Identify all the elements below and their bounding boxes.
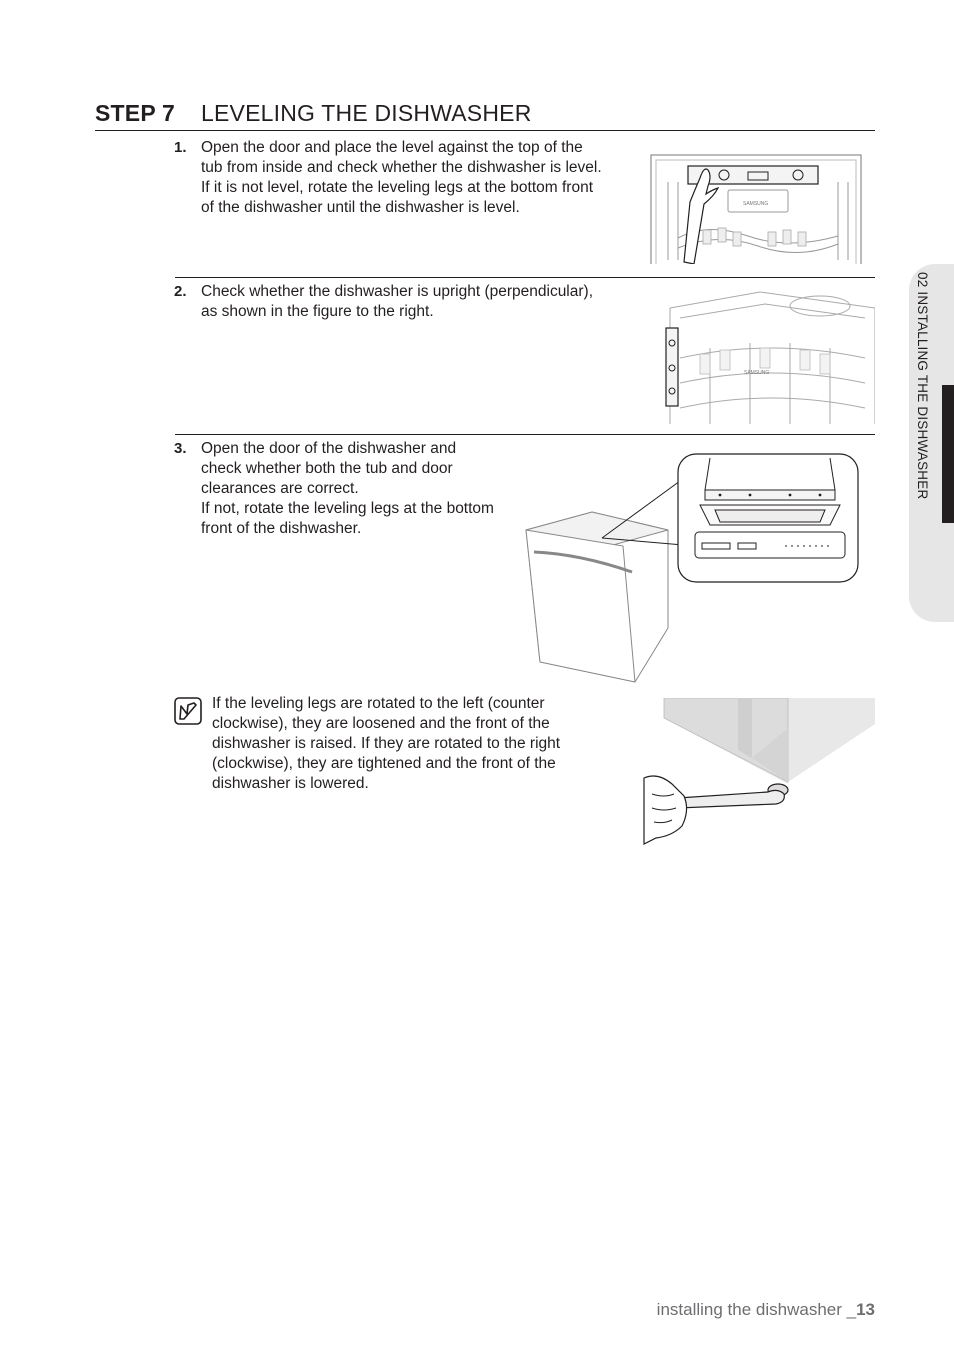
step-1-line: Open the door and place the level against the top of the [201, 139, 583, 156]
wrench-adjust-illustration [638, 698, 875, 848]
step-1-text [201, 138, 631, 218]
step-3-line: check whether both the tub and door [201, 460, 453, 477]
footer-text: installing the dishwasher _ [656, 1300, 857, 1319]
note-line: dishwasher is raised. If they are rotated to the right [212, 735, 561, 752]
chapter-tab-marker [942, 385, 954, 523]
section-title: LEVELING THE DISHWASHER [201, 100, 532, 126]
upright-check-illustration [660, 288, 875, 426]
level-check-illustration [648, 152, 864, 264]
step-3-line: If not, rotate the leveling legs at the bottom [201, 500, 494, 517]
step-1-line: of the dishwasher until the dishwasher is level. [201, 199, 520, 216]
step-3-line: Open the door of the dishwasher and [201, 440, 457, 457]
step-2-line: Check whether the dishwasher is upright (perpendicular), [201, 283, 594, 300]
note-line: clockwise), they are loosened and the front of the [212, 715, 550, 732]
page-number: 13 [856, 1300, 875, 1319]
step-1-line: If it is not level, rotate the leveling legs at the bottom front [201, 179, 594, 196]
step-2-number: 2. [174, 283, 187, 300]
step-number: STEP 7 [95, 100, 176, 126]
step-3-text [201, 439, 531, 539]
step-3-line: front of the dishwasher. [201, 520, 362, 537]
brand-label: SAMSUNG [743, 201, 769, 207]
section-heading [95, 100, 875, 131]
step-1-line: tub from inside and check whether the dishwasher is level. [201, 159, 602, 176]
note-line: (clockwise), they are tightened and the front of the [212, 755, 556, 772]
brand-label: SAMSUNG [744, 370, 770, 376]
note-line: dishwasher is lowered. [212, 775, 369, 792]
chapter-label-text: 02 INSTALLING THE DISHWASHER [915, 272, 930, 500]
note-text [212, 694, 592, 794]
step-2-line: as shown in the figure to the right. [201, 303, 434, 320]
note-line: If the leveling legs are rotated to the left (counter [212, 695, 545, 712]
page-footer [560, 1300, 875, 1320]
step-divider [175, 434, 875, 435]
clearance-check-illustration [520, 450, 860, 686]
note-icon [174, 697, 202, 725]
step-3-number: 3. [174, 440, 187, 457]
step-3-line: clearances are correct. [201, 480, 359, 497]
chapter-label [915, 272, 937, 572]
step-divider [175, 277, 875, 278]
step-2-text [201, 282, 631, 322]
step-1-number: 1. [174, 139, 187, 156]
